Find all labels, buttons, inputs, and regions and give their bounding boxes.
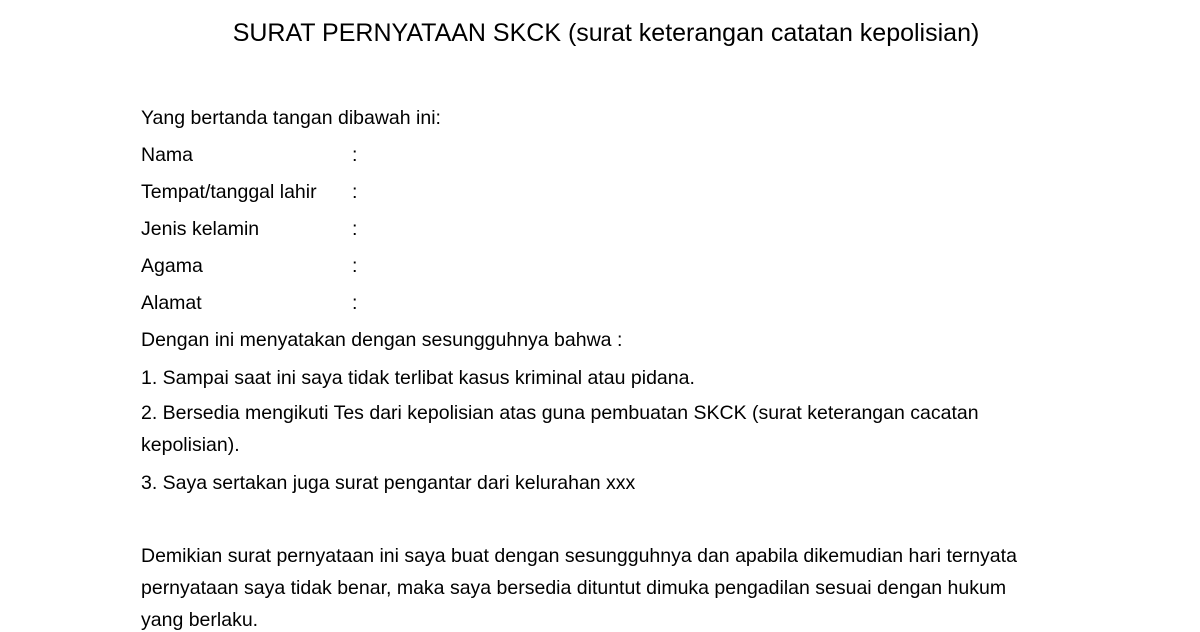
field-label: Agama [141, 255, 203, 277]
statement-intro: Dengan ini menyatakan dengan sesungguhnya bahwa : [141, 329, 623, 351]
field-colon: : [352, 218, 358, 240]
document-title: SURAT PERNYATAAN SKCK (surat keterangan catatan kepolisian) [232, 19, 980, 47]
statement-point-1: 1. Sampai saat ini saya tidak terlibat kasus kriminal atau pidana. [141, 367, 695, 389]
field-colon: : [352, 181, 358, 203]
field-label: Alamat [141, 292, 202, 314]
field-colon: : [352, 144, 358, 166]
field-label: Tempat/tanggal lahir [141, 181, 317, 203]
closing-line-1: Demikian surat pernyataan ini saya buat dengan sesungguhnya dan apabila dikemudian hari ternyata [141, 545, 1017, 567]
intro-text: Yang bertanda tangan dibawah ini: [141, 107, 441, 129]
statement-point-2-continuation: kepolisian). [141, 434, 240, 456]
field-colon: : [352, 255, 358, 277]
statement-point-3: 3. Saya sertakan juga surat pengantar dari kelurahan xxx [141, 472, 636, 494]
field-colon: : [352, 292, 358, 314]
field-label: Jenis kelamin [141, 218, 260, 240]
closing-line-3: yang berlaku. [141, 609, 259, 631]
field-label: Nama [141, 144, 194, 166]
closing-line-2: pernyataan saya tidak benar, maka saya bersedia dituntut dimuka pengadilan sesuai dengan hukum [141, 577, 1007, 599]
statement-point-2: 2. Bersedia mengikuti Tes dari kepolisian atas guna pembuatan SKCK (surat keterangan cacatan [141, 402, 979, 424]
